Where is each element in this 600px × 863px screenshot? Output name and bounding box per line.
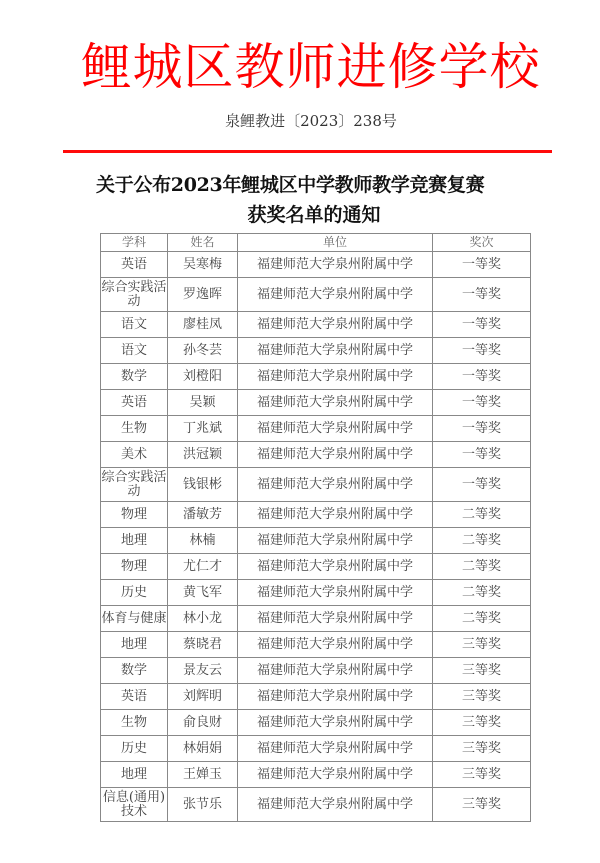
cell-award: 三等奖 <box>433 762 531 788</box>
cell-award: 二等奖 <box>433 606 531 632</box>
table-row <box>101 788 531 822</box>
cell-unit: 福建师范大学泉州附属中学 <box>238 710 433 736</box>
cell-subject: 生物 <box>101 416 168 442</box>
cell-subject: 英语 <box>101 252 168 278</box>
notice-title-line-1: 关于公布2023年鲤城区中学教师教学竞赛复赛 <box>96 174 485 196</box>
cell-subject: 地理 <box>101 632 168 658</box>
cell-name: 丁兆斌 <box>168 416 238 442</box>
cell-subject: 历史 <box>101 580 168 606</box>
column-header-unit: 单位 <box>238 234 433 252</box>
cell-award: 一等奖 <box>433 252 531 278</box>
column-header-award: 奖次 <box>433 234 531 252</box>
cell-subject: 数学 <box>101 364 168 390</box>
cell-unit: 福建师范大学泉州附属中学 <box>238 252 433 278</box>
red-divider <box>63 150 552 153</box>
org-title: 鲤城区教师进修学校 <box>81 38 541 96</box>
award-table <box>100 233 531 822</box>
table-row <box>101 312 531 338</box>
cell-subject: 英语 <box>101 390 168 416</box>
cell-subject: 体育与健康 <box>101 606 168 632</box>
cell-unit: 福建师范大学泉州附属中学 <box>238 658 433 684</box>
cell-unit: 福建师范大学泉州附属中学 <box>238 606 433 632</box>
table-row <box>101 554 531 580</box>
table-row <box>101 468 531 502</box>
table-row <box>101 606 531 632</box>
cell-unit: 福建师范大学泉州附属中学 <box>238 528 433 554</box>
table-row <box>101 502 531 528</box>
cell-subject <box>101 468 168 502</box>
cell-subject-text: 综合实践活动 <box>101 279 167 309</box>
cell-name: 潘敏芳 <box>168 502 238 528</box>
cell-name: 王婵玉 <box>168 762 238 788</box>
cell-name: 俞良财 <box>168 710 238 736</box>
cell-award: 一等奖 <box>433 468 531 502</box>
cell-unit: 福建师范大学泉州附属中学 <box>238 580 433 606</box>
cell-subject: 地理 <box>101 762 168 788</box>
cell-unit: 福建师范大学泉州附属中学 <box>238 416 433 442</box>
cell-award: 二等奖 <box>433 528 531 554</box>
cell-subject: 数学 <box>101 658 168 684</box>
cell-unit: 福建师范大学泉州附属中学 <box>238 554 433 580</box>
cell-name: 林楠 <box>168 528 238 554</box>
table-row <box>101 390 531 416</box>
cell-subject: 美术 <box>101 442 168 468</box>
cell-subject-text: 信息(通用)技术 <box>102 789 166 819</box>
cell-name: 林小龙 <box>168 606 238 632</box>
table-row <box>101 684 531 710</box>
cell-name: 洪冠颖 <box>168 442 238 468</box>
cell-award: 三等奖 <box>433 658 531 684</box>
table-row <box>101 528 531 554</box>
cell-unit: 福建师范大学泉州附属中学 <box>238 468 433 502</box>
cell-award: 一等奖 <box>433 442 531 468</box>
column-header-name: 姓名 <box>168 234 238 252</box>
cell-name: 罗逸晖 <box>168 278 238 312</box>
document-number: 泉鲤教进〔2023〕238号 <box>225 112 397 130</box>
cell-award: 三等奖 <box>433 684 531 710</box>
table-row <box>101 442 531 468</box>
cell-name: 刘橙阳 <box>168 364 238 390</box>
cell-award: 一等奖 <box>433 364 531 390</box>
table-row <box>101 416 531 442</box>
cell-award: 一等奖 <box>433 312 531 338</box>
cell-unit: 福建师范大学泉州附属中学 <box>238 364 433 390</box>
table-row <box>101 736 531 762</box>
cell-award: 一等奖 <box>433 338 531 364</box>
cell-award: 一等奖 <box>433 390 531 416</box>
table-row <box>101 364 531 390</box>
cell-subject: 历史 <box>101 736 168 762</box>
cell-name: 孙冬芸 <box>168 338 238 364</box>
column-header-subject: 学科 <box>101 234 168 252</box>
table-row <box>101 338 531 364</box>
cell-name: 钱银彬 <box>168 468 238 502</box>
cell-subject: 物理 <box>101 554 168 580</box>
cell-unit: 福建师范大学泉州附属中学 <box>238 762 433 788</box>
cell-unit: 福建师范大学泉州附属中学 <box>238 278 433 312</box>
cell-award: 三等奖 <box>433 788 531 822</box>
table-row <box>101 252 531 278</box>
cell-unit: 福建师范大学泉州附属中学 <box>238 338 433 364</box>
cell-unit: 福建师范大学泉州附属中学 <box>238 736 433 762</box>
cell-name: 刘辉明 <box>168 684 238 710</box>
cell-name: 蔡晓君 <box>168 632 238 658</box>
cell-award: 三等奖 <box>433 710 531 736</box>
cell-unit: 福建师范大学泉州附属中学 <box>238 442 433 468</box>
cell-subject <box>101 788 168 822</box>
cell-name: 吴颖 <box>168 390 238 416</box>
cell-name: 景友云 <box>168 658 238 684</box>
cell-subject: 语文 <box>101 312 168 338</box>
cell-award: 二等奖 <box>433 502 531 528</box>
cell-award: 二等奖 <box>433 580 531 606</box>
cell-subject: 物理 <box>101 502 168 528</box>
table-row <box>101 580 531 606</box>
table-row <box>101 658 531 684</box>
table-header-row <box>101 234 531 252</box>
cell-name: 廖桂凤 <box>168 312 238 338</box>
cell-award: 一等奖 <box>433 278 531 312</box>
cell-award: 一等奖 <box>433 416 531 442</box>
table-row <box>101 762 531 788</box>
cell-unit: 福建师范大学泉州附属中学 <box>238 684 433 710</box>
cell-unit: 福建师范大学泉州附属中学 <box>238 502 433 528</box>
cell-unit: 福建师范大学泉州附属中学 <box>238 390 433 416</box>
notice-title-line-2: 获奖名单的通知 <box>247 204 381 226</box>
cell-name: 黄飞军 <box>168 580 238 606</box>
cell-subject <box>101 278 168 312</box>
cell-unit: 福建师范大学泉州附属中学 <box>238 788 433 822</box>
cell-subject: 英语 <box>101 684 168 710</box>
cell-unit: 福建师范大学泉州附属中学 <box>238 312 433 338</box>
cell-award: 三等奖 <box>433 632 531 658</box>
cell-name: 尤仁才 <box>168 554 238 580</box>
cell-subject-text: 综合实践活动 <box>101 469 167 499</box>
cell-name: 吴寒梅 <box>168 252 238 278</box>
table-row <box>101 710 531 736</box>
cell-name: 张节乐 <box>168 788 238 822</box>
cell-subject: 语文 <box>101 338 168 364</box>
table-row <box>101 632 531 658</box>
cell-award: 二等奖 <box>433 554 531 580</box>
cell-name: 林娟娟 <box>168 736 238 762</box>
cell-unit: 福建师范大学泉州附属中学 <box>238 632 433 658</box>
cell-award: 三等奖 <box>433 736 531 762</box>
cell-subject: 地理 <box>101 528 168 554</box>
cell-subject: 生物 <box>101 710 168 736</box>
table-row <box>101 278 531 312</box>
